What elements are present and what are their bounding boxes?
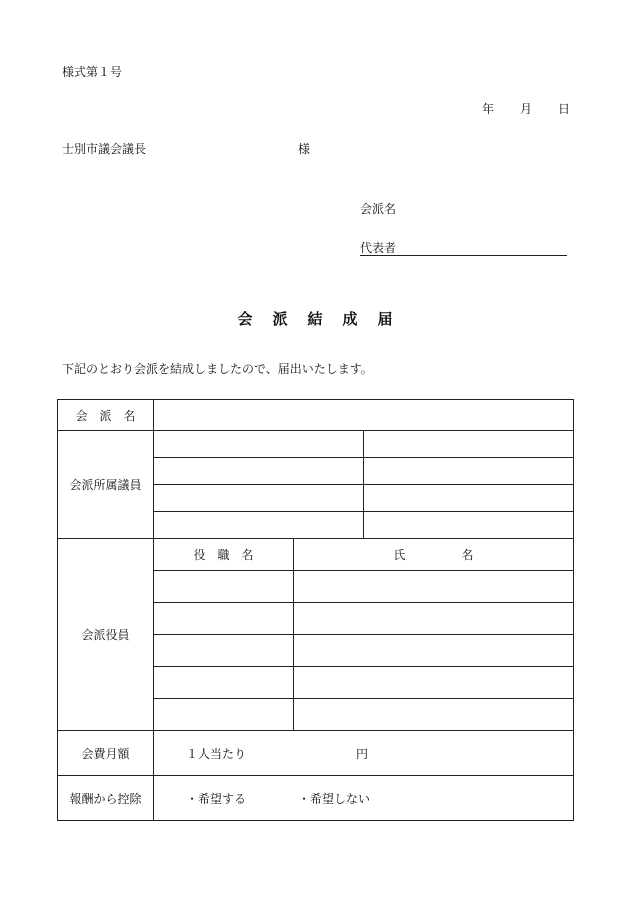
officers-label: 会派役員 — [58, 539, 154, 731]
applicant-representative-label: 代表者 — [360, 241, 397, 255]
member-field[interactable] — [364, 431, 574, 458]
fee-field[interactable] — [154, 731, 574, 776]
deduction-label: 報酬から控除 — [58, 776, 154, 821]
form-number: 様式第１号 — [62, 65, 123, 79]
deduction-row — [58, 776, 574, 821]
officer-position-field[interactable] — [154, 635, 294, 667]
deduction-option-yes[interactable]: ・希望する — [186, 791, 247, 806]
officers-name-header — [294, 539, 574, 571]
member-field[interactable] — [364, 512, 574, 539]
fee-per-person-text: １人当たり — [186, 746, 247, 761]
intro-text: 下記のとおり会派を結成しましたので、届出いたします。 — [62, 362, 373, 376]
recipient-honorific: 様 — [298, 142, 311, 156]
member-field[interactable] — [154, 458, 364, 485]
kaiha-name-field[interactable] — [154, 400, 574, 431]
officer-name-field[interactable] — [294, 603, 574, 635]
kaiha-name-label: 会 派 名 — [58, 400, 154, 431]
deduction-option-no[interactable]: ・希望しない — [298, 791, 371, 806]
applicant-kaiha-label: 会派名 — [360, 202, 397, 216]
officer-position-field[interactable] — [154, 571, 294, 603]
document-title: 会派結成届 — [237, 310, 413, 328]
deduction-field — [154, 776, 574, 821]
member-field[interactable] — [364, 458, 574, 485]
kaiha-name-row — [58, 400, 574, 431]
fee-row — [58, 731, 574, 776]
member-field[interactable] — [364, 485, 574, 512]
representative-signature-line[interactable] — [360, 255, 567, 256]
officer-position-field[interactable] — [154, 603, 294, 635]
members-label: 会派所属議員 — [58, 431, 154, 539]
date-day: 日 — [558, 102, 571, 116]
kaiha-formation-table — [57, 399, 574, 821]
officer-position-field[interactable] — [154, 699, 294, 731]
member-field[interactable] — [154, 431, 364, 458]
fee-label: 会費月額 — [58, 731, 154, 776]
officer-name-field[interactable] — [294, 699, 574, 731]
officers-header-row — [58, 539, 574, 571]
officer-position-field[interactable] — [154, 667, 294, 699]
officers-name-header-a: 氏 — [393, 548, 406, 562]
officer-name-field[interactable] — [294, 667, 574, 699]
date-field — [482, 103, 570, 115]
date-month: 月 — [520, 102, 533, 116]
member-field[interactable] — [154, 512, 364, 539]
member-row — [58, 431, 574, 458]
member-field[interactable] — [154, 485, 364, 512]
officer-name-field[interactable] — [294, 571, 574, 603]
fee-unit-text: 円 — [356, 746, 369, 761]
officer-name-field[interactable] — [294, 635, 574, 667]
recipient-title: 士別市議会議長 — [62, 142, 147, 156]
date-year: 年 — [482, 102, 495, 116]
officers-name-header-b: 名 — [461, 548, 474, 562]
officers-position-header: 役 職 名 — [154, 539, 294, 571]
